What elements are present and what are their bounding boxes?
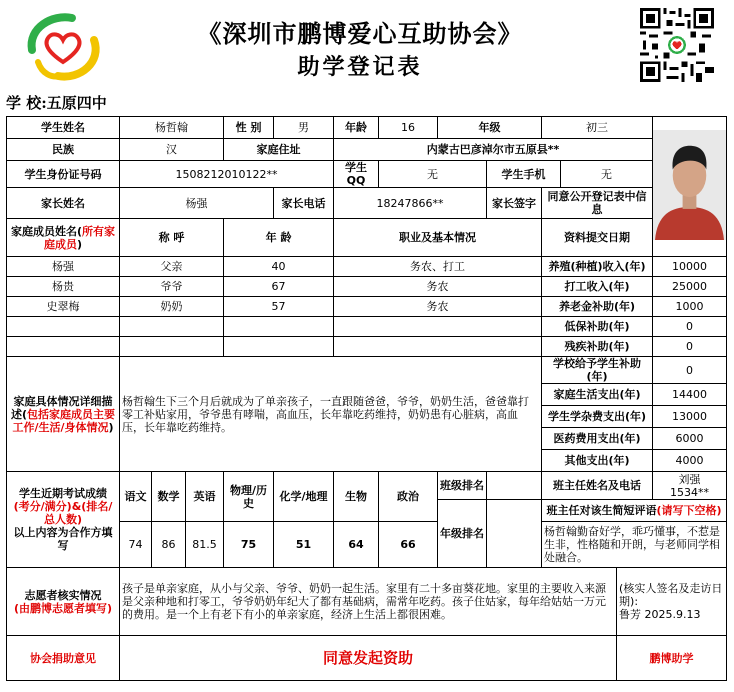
finance-label: 其他支出(年) — [542, 450, 653, 472]
member-age-empty — [224, 317, 334, 337]
student-name-label: 学生姓名 — [7, 117, 120, 139]
finance-label: 养殖(种植)收入(年) — [542, 257, 653, 277]
grade-value: 初三 — [542, 117, 653, 139]
member-age: 67 — [224, 277, 334, 297]
relation-header: 称 呼 — [120, 219, 224, 257]
association-title: 《深圳市鹏博爱心互助协会》 — [197, 19, 523, 48]
member-relation: 奶奶 — [120, 297, 224, 317]
member-name-empty — [7, 337, 120, 357]
member-age: 40 — [224, 257, 334, 277]
finance-label: 残疾补助(年) — [542, 337, 653, 357]
age-label: 年龄 — [334, 117, 379, 139]
id-label: 学生身份证号码 — [7, 161, 120, 188]
finance-label: 养老金补助(年) — [542, 297, 653, 317]
subject-politics: 政治 — [379, 472, 438, 522]
opinion-label: 协会捐助意见 — [7, 636, 120, 681]
member-name: 杨贵 — [7, 277, 120, 297]
ethnicity-label: 民族 — [7, 139, 120, 161]
phone-value: 无 — [561, 161, 653, 188]
member-occupation-empty — [334, 317, 542, 337]
subject-physics-history: 物理/历史 — [224, 472, 274, 522]
finance-label: 打工收入(年) — [542, 277, 653, 297]
brand-label: 鹏博助学 — [617, 636, 727, 681]
finance-label: 学生学杂费支出(年) — [542, 406, 653, 428]
class-rank-label: 班级排名 — [438, 472, 487, 500]
address-label: 家庭住址 — [224, 139, 334, 161]
student-portrait-icon — [653, 130, 726, 240]
school-name: 学 校:五原四中 — [6, 94, 107, 112]
member-relation-empty — [120, 337, 224, 357]
grade-label: 年级 — [438, 117, 542, 139]
qr-code-icon — [640, 8, 714, 82]
finance-value: 0 — [653, 357, 727, 384]
id-value: 1508212010122** — [120, 161, 334, 188]
finance-value: 14400 — [653, 384, 727, 406]
member-relation: 爷爷 — [120, 277, 224, 297]
situation-text: 杨哲翰生下三个月后就成为了单亲孩子，一直跟随爸爸，爷爷，奶奶生活，爸爸靠打零工补贴家用，爷爷患有哮喘，高血压，长年靠吃药维持，奶奶患有心脏病，高血压，长年靠吃药维持。 — [120, 357, 542, 472]
finance-value: 10000 — [653, 257, 727, 277]
parent-name: 杨强 — [120, 188, 274, 219]
volunteer-text: 孩子是单亲家庭，从小与父亲、爷爷、奶奶一起生活。家里有二十多亩葵花地。家里的主要收入来源是父亲种地和打零工，爷爷奶奶年纪大了都有基础病，需常年吃药。孩子住姑家，每年给姑姑一万元的费用。是一个上有老下有小的单亲家庭，经济上生活上都很困难。 — [120, 568, 617, 636]
teacher-label: 班主任姓名及电话 — [542, 472, 653, 500]
gender-value: 男 — [274, 117, 334, 139]
ethnicity-value: 汉 — [120, 139, 224, 161]
member-occupation: 务农 — [334, 277, 542, 297]
member-occupation: 务农、打工 — [334, 257, 542, 277]
score-english: 81.5 — [186, 522, 224, 568]
finance-label: 医药费用支出(年) — [542, 428, 653, 450]
consent-text: 同意公开登记表中信息 — [542, 188, 653, 219]
member-age: 57 — [224, 297, 334, 317]
submit-date-header: 资料提交日期 — [542, 219, 653, 257]
volunteer-label: 志愿者核实情况 (由鹏博志愿者填写) — [7, 568, 120, 636]
form-title: 助学登记表 — [297, 54, 423, 80]
member-name: 杨强 — [7, 257, 120, 277]
score-physics-history: 75 — [224, 522, 274, 568]
subject-math: 数学 — [152, 472, 186, 522]
member-name-empty — [7, 317, 120, 337]
heart-hands-logo-icon — [22, 10, 104, 82]
score-chemistry-geography: 51 — [274, 522, 334, 568]
finance-label: 低保补助(年) — [542, 317, 653, 337]
opinion-value: 同意发起资助 — [120, 636, 617, 681]
finance-value: 6000 — [653, 428, 727, 450]
member-age-empty — [224, 337, 334, 357]
finance-label: 家庭生活支出(年) — [542, 384, 653, 406]
registration-form — [6, 116, 727, 681]
class-rank-value — [487, 472, 542, 500]
phone-label: 学生手机 — [487, 161, 561, 188]
parent-name-label: 家长姓名 — [7, 188, 120, 219]
form-header — [0, 0, 734, 92]
finance-value: 25000 — [653, 277, 727, 297]
qq-label: 学生QQ — [334, 161, 379, 188]
score-biology: 64 — [334, 522, 379, 568]
teacher-contact: 刘强 1534** — [653, 472, 727, 500]
grade-rank-value — [487, 500, 542, 568]
parent-phone: 18247866** — [334, 188, 487, 219]
student-name: 杨哲翰 — [120, 117, 224, 139]
parent-sign-label: 家长签字 — [487, 188, 542, 219]
situation-label: 家庭具体情况详细描述(包括家庭成员主要工作/生活/身体情况) — [7, 357, 120, 472]
gender-label: 性 别 — [224, 117, 274, 139]
finance-value: 13000 — [653, 406, 727, 428]
subject-chinese: 语文 — [120, 472, 152, 522]
finance-value: 0 — [653, 317, 727, 337]
qq-value: 无 — [379, 161, 487, 188]
age-value: 16 — [379, 117, 438, 139]
finance-label: 学校给予学生补助(年) — [542, 357, 653, 384]
teacher-comment: 杨哲翰勤奋好学，乖巧懂事，不惹是生非，性格随和开朗，与老师同学相处融合。 — [542, 522, 727, 568]
finance-value: 4000 — [653, 450, 727, 472]
member-occupation-empty — [334, 337, 542, 357]
occupation-header: 职业及基本情况 — [334, 219, 542, 257]
family-age-header: 年 龄 — [224, 219, 334, 257]
teacher-comment-label: 班主任对该生简短评语(请写下空格) — [542, 500, 727, 522]
subject-english: 英语 — [186, 472, 224, 522]
member-name: 史翠梅 — [7, 297, 120, 317]
score-chinese: 74 — [120, 522, 152, 568]
grade-rank-label: 年级排名 — [438, 500, 487, 568]
score-politics: 66 — [379, 522, 438, 568]
volunteer-sign: (核实人签名及走访日期): 鲁芳 2025.9.13 — [617, 568, 727, 636]
member-occupation: 务农 — [334, 297, 542, 317]
student-photo — [653, 117, 727, 257]
member-relation-empty — [120, 317, 224, 337]
parent-phone-label: 家长电话 — [274, 188, 334, 219]
subject-chemistry-geography: 化学/地理 — [274, 472, 334, 522]
finance-value: 1000 — [653, 297, 727, 317]
score-math: 86 — [152, 522, 186, 568]
subject-biology: 生物 — [334, 472, 379, 522]
member-relation: 父亲 — [120, 257, 224, 277]
family-members-header: 家庭成员姓名(所有家庭成员) — [7, 219, 120, 257]
finance-value: 0 — [653, 337, 727, 357]
address-value: 内蒙古巴彦淖尔市五原县** — [334, 139, 653, 161]
grades-label: 学生近期考试成绩 (考分/满分)&(排名/总人数) 以上内容为合作方填写 — [7, 472, 120, 568]
